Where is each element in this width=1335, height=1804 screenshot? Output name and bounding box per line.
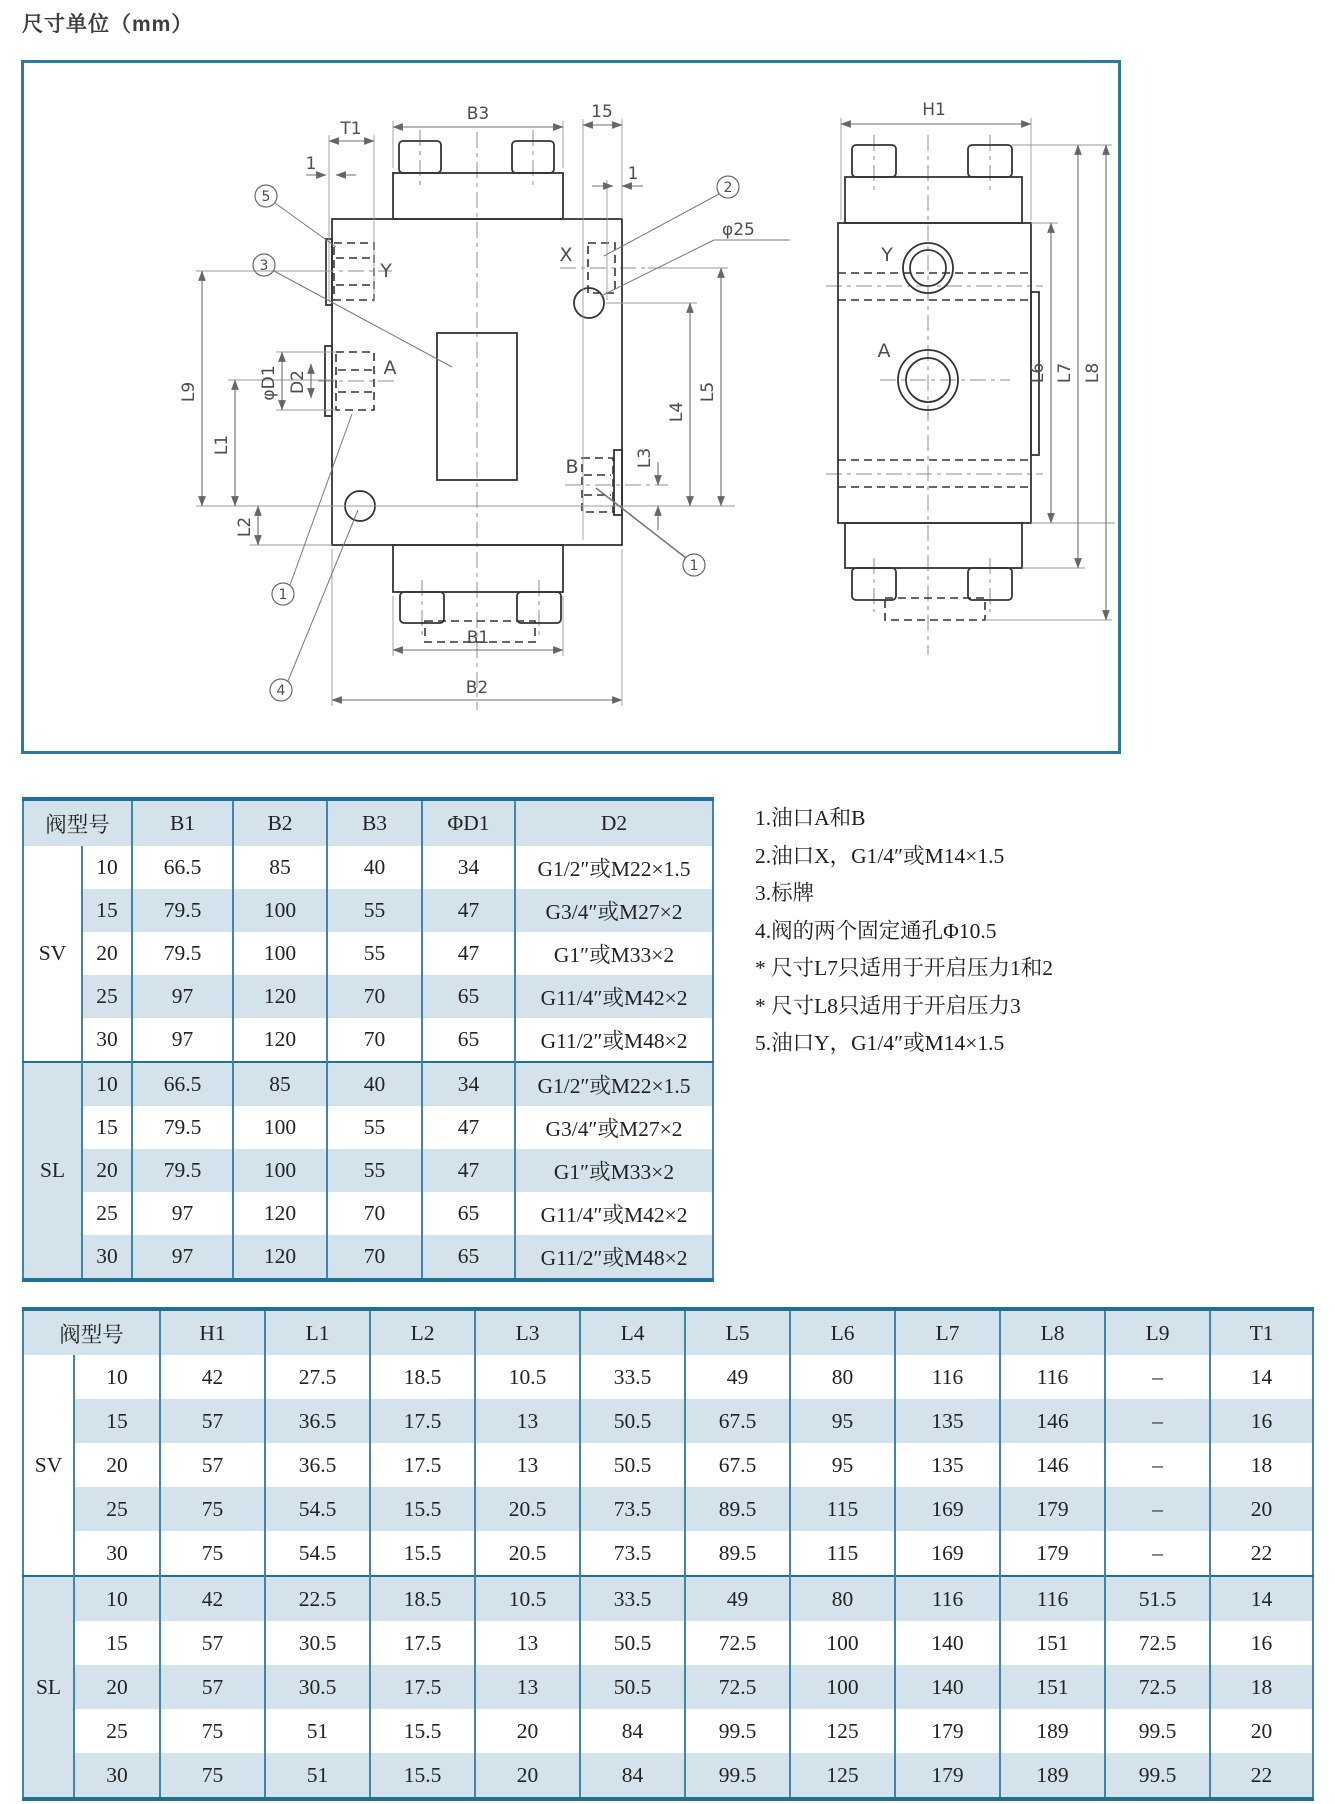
table-cell: 20 xyxy=(82,1149,132,1192)
table-cell: 80 xyxy=(790,1355,895,1399)
table-cell: 30 xyxy=(74,1753,160,1799)
port-label-a-front: A xyxy=(383,357,397,379)
table-cell: 47 xyxy=(422,889,515,932)
page-title: 尺寸单位（mm） xyxy=(22,13,194,36)
table-row xyxy=(23,1149,713,1192)
table-cell: 50.5 xyxy=(580,1443,685,1487)
front-bottom-block xyxy=(393,545,563,592)
table-cell: 120 xyxy=(233,975,327,1018)
table-cell: 97 xyxy=(132,1018,233,1062)
column-header: D2 xyxy=(515,799,713,846)
spec-table xyxy=(22,797,714,1282)
table-cell: 34 xyxy=(422,1062,515,1106)
table-cell: 17.5 xyxy=(370,1399,475,1443)
table-cell: 22 xyxy=(1210,1753,1313,1799)
table-cell: 179 xyxy=(1000,1531,1105,1576)
table-cell: 97 xyxy=(132,1235,233,1280)
table-row xyxy=(23,1531,1313,1576)
table-cell: 10.5 xyxy=(475,1355,580,1399)
table-cell: 54.5 xyxy=(265,1487,370,1531)
table-cell: 27.5 xyxy=(265,1355,370,1399)
table-cell: 140 xyxy=(895,1665,1000,1709)
table-cell: 80 xyxy=(790,1576,895,1621)
table-cell: 18.5 xyxy=(370,1355,475,1399)
table-cell: 140 xyxy=(895,1621,1000,1665)
table-cell: G1/2″或M22×1.5 xyxy=(515,846,713,889)
table-row xyxy=(23,1487,1313,1531)
table-cell: 13 xyxy=(475,1665,580,1709)
table-cell: 115 xyxy=(790,1531,895,1576)
dim-label-1-right: 1 xyxy=(627,164,639,184)
table-cell: 99.5 xyxy=(1105,1753,1210,1799)
callout-1-left: 1 xyxy=(278,587,288,603)
dim-label-t1: T1 xyxy=(340,119,362,139)
column-header: L4 xyxy=(580,1309,685,1355)
table-cell: 75 xyxy=(160,1753,265,1799)
table-cell: 116 xyxy=(1000,1355,1105,1399)
column-header: H1 xyxy=(160,1309,265,1355)
table-cell: 125 xyxy=(790,1753,895,1799)
table-cell: 97 xyxy=(132,1192,233,1235)
dim-label-phi-d1: φD1 xyxy=(259,365,279,401)
table-cell: 15.5 xyxy=(370,1753,475,1799)
table-cell: 10 xyxy=(74,1576,160,1621)
table-cell: 34 xyxy=(422,846,515,889)
table-row xyxy=(23,1443,1313,1487)
table-cell: 15.5 xyxy=(370,1709,475,1753)
table-cell: G11/2″或M48×2 xyxy=(515,1235,713,1280)
table-cell: G11/4″或M42×2 xyxy=(515,975,713,1018)
table-row xyxy=(23,1192,713,1235)
corner-header: 阀型号 xyxy=(23,1309,160,1355)
table-cell: 95 xyxy=(790,1443,895,1487)
table-row xyxy=(23,1665,1313,1709)
dim-label-l2: L2 xyxy=(235,516,255,538)
table-cell: 18 xyxy=(1210,1665,1313,1709)
table-cell: 100 xyxy=(233,889,327,932)
table-cell: 189 xyxy=(1000,1753,1105,1799)
table-cell: 116 xyxy=(895,1576,1000,1621)
table-row xyxy=(23,1621,1313,1665)
drawing-notes xyxy=(755,800,1053,1063)
table-cell: 65 xyxy=(422,1235,515,1280)
table-row xyxy=(23,1399,1313,1443)
column-header: B3 xyxy=(327,799,422,846)
table-cell: 100 xyxy=(233,932,327,975)
table-cell: 51 xyxy=(265,1753,370,1799)
table-cell: 20 xyxy=(1210,1709,1313,1753)
table-cell: – xyxy=(1105,1355,1210,1399)
note-line: 5.油口Y，G1/4″或M14×1.5 xyxy=(755,1031,1005,1055)
table-cell: 20 xyxy=(475,1709,580,1753)
table-cell: 85 xyxy=(233,1062,327,1106)
table-cell: 57 xyxy=(160,1399,265,1443)
note-line: 4.阀的两个固定通孔Φ10.5 xyxy=(755,918,997,943)
table-cell: 179 xyxy=(1000,1487,1105,1531)
table-cell: 55 xyxy=(327,1106,422,1149)
column-header: L1 xyxy=(265,1309,370,1355)
table-cell: 75 xyxy=(160,1709,265,1753)
table-cell: 146 xyxy=(1000,1443,1105,1487)
table-cell: 120 xyxy=(233,1235,327,1280)
front-extension-lines xyxy=(196,119,735,706)
side-outline xyxy=(838,145,1039,600)
table-cell: 15 xyxy=(82,1106,132,1149)
table-cell: 75 xyxy=(160,1487,265,1531)
column-header: B1 xyxy=(132,799,233,846)
table-cell: 47 xyxy=(422,932,515,975)
table-cell: 50.5 xyxy=(580,1399,685,1443)
table-cell: 169 xyxy=(895,1487,1000,1531)
table-cell: 99.5 xyxy=(685,1753,790,1799)
table-cell: 30 xyxy=(82,1235,132,1280)
port-label-b-front: B xyxy=(565,456,579,478)
note-line: * 尺寸L8只适用于开启压力3 xyxy=(755,993,1021,1018)
dim-label-l8: L8 xyxy=(1083,362,1103,384)
front-outline xyxy=(325,141,622,623)
corner-header: 阀型号 xyxy=(23,799,132,846)
table-cell: 33.5 xyxy=(580,1576,685,1621)
table-cell: 20 xyxy=(82,932,132,975)
side-bottom-block xyxy=(845,523,1022,568)
side-centerlines xyxy=(826,135,1043,655)
table-cell: 75 xyxy=(160,1531,265,1576)
table-cell: 100 xyxy=(790,1665,895,1709)
table-cell: 33.5 xyxy=(580,1355,685,1399)
table-cell: 146 xyxy=(1000,1399,1105,1443)
dim-label-b1: B1 xyxy=(466,628,490,648)
dim-label-l6: L6 xyxy=(1028,362,1048,384)
table-cell: 15 xyxy=(74,1621,160,1665)
table-cell: 120 xyxy=(233,1192,327,1235)
port-label-a-side: A xyxy=(877,340,891,362)
table-row xyxy=(23,1235,713,1280)
table-cell: 70 xyxy=(327,1235,422,1280)
table-cell: 10 xyxy=(82,846,132,889)
table-cell: 66.5 xyxy=(132,1062,233,1106)
table-cell: 15 xyxy=(74,1399,160,1443)
dim-label-l9: L9 xyxy=(179,381,199,403)
table-row xyxy=(23,1355,1313,1399)
table-cell: 135 xyxy=(895,1443,1000,1487)
table-cell: 70 xyxy=(327,975,422,1018)
table-cell: 65 xyxy=(422,1018,515,1062)
table-cell: 20.5 xyxy=(475,1531,580,1576)
dimension-table-l xyxy=(22,1307,1314,1801)
table-cell: 169 xyxy=(895,1531,1000,1576)
table-cell: 47 xyxy=(422,1149,515,1192)
table-cell: 67.5 xyxy=(685,1443,790,1487)
table-cell: 20 xyxy=(1210,1487,1313,1531)
table-cell: 14 xyxy=(1210,1355,1313,1399)
side-body xyxy=(838,223,1031,523)
dim-label-b3: B3 xyxy=(466,104,490,124)
front-centerlines xyxy=(318,130,668,710)
table-row xyxy=(23,1106,713,1149)
table-cell: 49 xyxy=(685,1355,790,1399)
table-cell: 120 xyxy=(233,1018,327,1062)
table-cell: 125 xyxy=(790,1709,895,1753)
table-cell: 42 xyxy=(160,1355,265,1399)
table-cell: 57 xyxy=(160,1665,265,1709)
table-cell: 189 xyxy=(1000,1709,1105,1753)
dim-label-l7: L7 xyxy=(1055,362,1075,384)
table-row xyxy=(23,932,713,975)
table-cell: 30.5 xyxy=(265,1621,370,1665)
note-line: 1.油口A和B xyxy=(755,806,866,830)
table-cell: 84 xyxy=(580,1709,685,1753)
table-cell: 13 xyxy=(475,1443,580,1487)
group-label: SL xyxy=(23,1062,82,1280)
group-label: SV xyxy=(23,846,82,1062)
table-row xyxy=(23,975,713,1018)
column-header: T1 xyxy=(1210,1309,1313,1355)
table-cell: 42 xyxy=(160,1576,265,1621)
table-row xyxy=(23,1018,713,1062)
table-cell: G11/4″或M42×2 xyxy=(515,1192,713,1235)
table-cell: 25 xyxy=(82,975,132,1018)
port-label-x-front: X xyxy=(559,244,573,266)
side-bottom-cap-dashed xyxy=(885,598,985,620)
group-label: SL xyxy=(23,1576,74,1799)
table-cell: 30 xyxy=(74,1531,160,1576)
port-label-y-front: Y xyxy=(380,260,392,282)
table-cell: 73.5 xyxy=(580,1487,685,1531)
table-cell: – xyxy=(1105,1531,1210,1576)
column-header: L5 xyxy=(685,1309,790,1355)
table-cell: 95 xyxy=(790,1399,895,1443)
header-row xyxy=(23,1309,1313,1355)
dim-label-l3: L3 xyxy=(635,447,655,469)
table-cell: 73.5 xyxy=(580,1531,685,1576)
dim-label-l5: L5 xyxy=(698,381,718,403)
table-cell: 14 xyxy=(1210,1576,1313,1621)
table-cell: 36.5 xyxy=(265,1443,370,1487)
callout-5: 5 xyxy=(261,189,271,205)
dim-label-phi25: φ25 xyxy=(722,220,755,240)
table-cell: 72.5 xyxy=(685,1621,790,1665)
column-header: L2 xyxy=(370,1309,475,1355)
table-cell: – xyxy=(1105,1487,1210,1531)
table-cell: G3/4″或M27×2 xyxy=(515,889,713,932)
note-line: * 尺寸L7只适用于开启压力1和2 xyxy=(755,956,1054,980)
column-header: B2 xyxy=(233,799,327,846)
side-view xyxy=(826,100,1115,655)
table-cell: 151 xyxy=(1000,1665,1105,1709)
table-cell: 20 xyxy=(475,1753,580,1799)
front-top-block xyxy=(393,173,563,219)
table-row xyxy=(23,846,713,889)
side-top-block xyxy=(845,177,1022,223)
table-cell: 20 xyxy=(74,1443,160,1487)
table-cell: 13 xyxy=(475,1399,580,1443)
table-cell: 54.5 xyxy=(265,1531,370,1576)
dimension-table-b xyxy=(22,797,714,1282)
table-cell: 47 xyxy=(422,1106,515,1149)
table-cell: 97 xyxy=(132,975,233,1018)
table-cell: 179 xyxy=(895,1709,1000,1753)
table-cell: 25 xyxy=(74,1709,160,1753)
table-cell: 65 xyxy=(422,975,515,1018)
table-cell: – xyxy=(1105,1443,1210,1487)
table-cell: 10 xyxy=(82,1062,132,1106)
table-cell: 15.5 xyxy=(370,1487,475,1531)
table-cell: 66.5 xyxy=(132,846,233,889)
table-cell: 84 xyxy=(580,1753,685,1799)
table-cell: G1″或M33×2 xyxy=(515,1149,713,1192)
table-cell: 25 xyxy=(74,1487,160,1531)
table-cell: 70 xyxy=(327,1192,422,1235)
table-cell: 30 xyxy=(82,1018,132,1062)
dim-label-l4: L4 xyxy=(667,401,687,423)
table-cell: 16 xyxy=(1210,1399,1313,1443)
table-cell: 55 xyxy=(327,1149,422,1192)
table-cell: 17.5 xyxy=(370,1621,475,1665)
column-header: L7 xyxy=(895,1309,1000,1355)
column-header: L8 xyxy=(1000,1309,1105,1355)
table-cell: 99.5 xyxy=(685,1709,790,1753)
valve-dimension-drawing xyxy=(24,63,1118,751)
table-cell: 99.5 xyxy=(1105,1709,1210,1753)
table-cell: 57 xyxy=(160,1443,265,1487)
table-cell: 51 xyxy=(265,1709,370,1753)
note-line: 3.标牌 xyxy=(755,881,815,905)
table-cell: 40 xyxy=(327,846,422,889)
table-cell: G1″或M33×2 xyxy=(515,932,713,975)
table-cell: 85 xyxy=(233,846,327,889)
table-cell: 151 xyxy=(1000,1621,1105,1665)
table-cell: 17.5 xyxy=(370,1665,475,1709)
table-cell: – xyxy=(1105,1399,1210,1443)
table-cell: 79.5 xyxy=(132,932,233,975)
table-cell: G11/2″或M48×2 xyxy=(515,1018,713,1062)
table-cell: 20 xyxy=(74,1665,160,1709)
front-ports xyxy=(334,243,615,642)
table-cell: 115 xyxy=(790,1487,895,1531)
table-row xyxy=(23,1709,1313,1753)
dimension-drawing-panel xyxy=(21,60,1121,754)
table-cell: 72.5 xyxy=(685,1665,790,1709)
table-cell: 116 xyxy=(1000,1576,1105,1621)
table-cell: 49 xyxy=(685,1576,790,1621)
table-cell: 18 xyxy=(1210,1443,1313,1487)
table-row xyxy=(23,889,713,932)
table-cell: G3/4″或M27×2 xyxy=(515,1106,713,1149)
table-cell: 50.5 xyxy=(580,1665,685,1709)
table-cell: 67.5 xyxy=(685,1399,790,1443)
port-label-y-side: Y xyxy=(881,244,893,266)
callout-3: 3 xyxy=(259,258,269,274)
table-cell: 70 xyxy=(327,1018,422,1062)
table-cell: 179 xyxy=(895,1753,1000,1799)
table-cell: 18.5 xyxy=(370,1576,475,1621)
table-cell: 10.5 xyxy=(475,1576,580,1621)
header-row xyxy=(23,799,713,846)
table-cell: 30.5 xyxy=(265,1665,370,1709)
table-cell: 25 xyxy=(82,1192,132,1235)
table-cell: 72.5 xyxy=(1105,1621,1210,1665)
dim-label-15: 15 xyxy=(591,102,613,122)
column-header: ΦD1 xyxy=(422,799,515,846)
table-cell: 55 xyxy=(327,932,422,975)
table-cell: 89.5 xyxy=(685,1487,790,1531)
table-row xyxy=(23,1753,1313,1799)
callout-4: 4 xyxy=(276,683,286,699)
table-cell: 50.5 xyxy=(580,1621,685,1665)
dim-label-d2: D2 xyxy=(288,370,308,394)
table-cell: 79.5 xyxy=(132,1149,233,1192)
table-cell: 40 xyxy=(327,1062,422,1106)
column-header: L3 xyxy=(475,1309,580,1355)
table-cell: G1/2″或M22×1.5 xyxy=(515,1062,713,1106)
table-cell: 79.5 xyxy=(132,889,233,932)
table-cell: 89.5 xyxy=(685,1531,790,1576)
table-cell: 57 xyxy=(160,1621,265,1665)
dim-label-b2: B2 xyxy=(465,678,489,698)
table-cell: 22.5 xyxy=(265,1576,370,1621)
callout-1-right: 1 xyxy=(689,558,699,574)
table-cell: 15.5 xyxy=(370,1531,475,1576)
table-cell: 100 xyxy=(233,1149,327,1192)
front-view xyxy=(179,102,790,710)
front-dimension-lines xyxy=(202,125,721,700)
table-cell: 15 xyxy=(82,889,132,932)
table-cell: 20.5 xyxy=(475,1487,580,1531)
dim-label-l1: L1 xyxy=(212,434,232,456)
table-cell: 17.5 xyxy=(370,1443,475,1487)
table-cell: 51.5 xyxy=(1105,1576,1210,1621)
table-cell: 135 xyxy=(895,1399,1000,1443)
spec-table xyxy=(22,1307,1314,1801)
column-header: L9 xyxy=(1105,1309,1210,1355)
callout-2: 2 xyxy=(723,180,733,196)
table-cell: 116 xyxy=(895,1355,1000,1399)
table-cell: 55 xyxy=(327,889,422,932)
column-header: L6 xyxy=(790,1309,895,1355)
dim-label-1-left: 1 xyxy=(305,154,317,174)
table-cell: 22 xyxy=(1210,1531,1313,1576)
group-label: SV xyxy=(23,1355,74,1576)
table-row xyxy=(23,1062,713,1106)
table-cell: 36.5 xyxy=(265,1399,370,1443)
table-row xyxy=(23,1576,1313,1621)
table-cell: 100 xyxy=(790,1621,895,1665)
table-cell: 79.5 xyxy=(132,1106,233,1149)
dim-label-h1: H1 xyxy=(922,100,946,120)
table-cell: 16 xyxy=(1210,1621,1313,1665)
table-cell: 72.5 xyxy=(1105,1665,1210,1709)
table-cell: 65 xyxy=(422,1192,515,1235)
table-cell: 13 xyxy=(475,1621,580,1665)
table-cell: 10 xyxy=(74,1355,160,1399)
note-line: 2.油口X，G1/4″或M14×1.5 xyxy=(755,843,1005,868)
table-cell: 100 xyxy=(233,1106,327,1149)
